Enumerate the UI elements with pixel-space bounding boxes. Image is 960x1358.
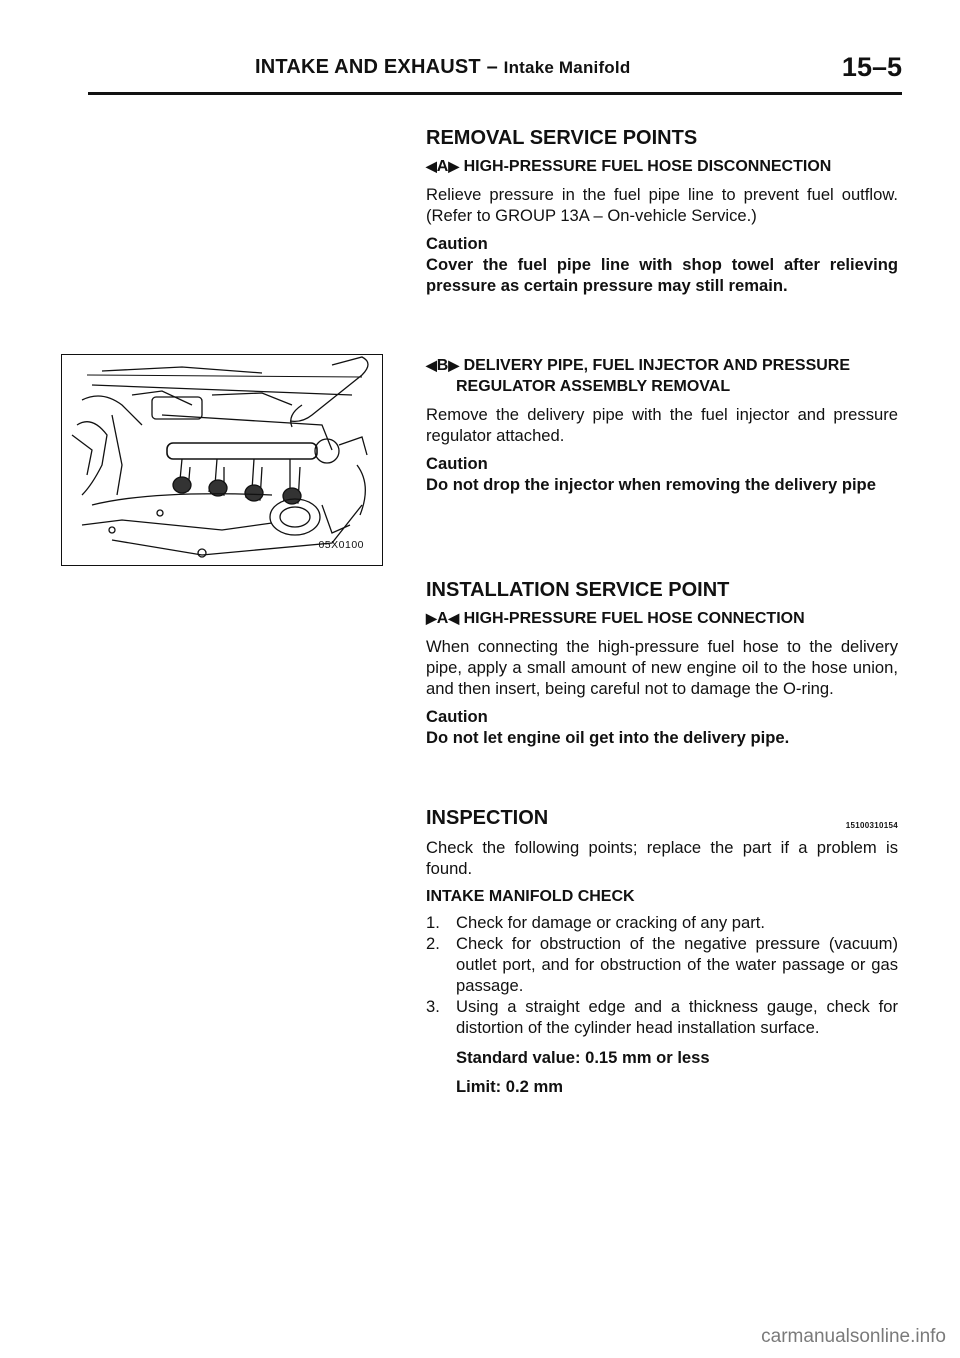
watermark: carmanualsonline.info — [761, 1326, 946, 1347]
figure-delivery-pipe — [61, 354, 383, 566]
removal-b-body: Remove the delivery pipe with the fuel injector and pressure regulator attached. — [426, 405, 898, 445]
removal-section — [426, 126, 898, 296]
right-arrow-icon: ▶ — [448, 158, 460, 174]
removal-a-heading: ◀A▶ HIGH-PRESSURE FUEL HOSE DISCONNECTION — [426, 158, 832, 175]
inspection-intro: Check the following points; replace the part if a problem is found. — [426, 838, 898, 878]
inspection-list — [426, 912, 898, 1038]
page-number: 15–5 — [841, 52, 902, 82]
removal-b-heading: ◀B▶ DELIVERY PIPE, FUEL INJECTOR AND PRESSURE — [426, 357, 851, 374]
inspection-section — [426, 806, 898, 1097]
header-subsection: Intake Manifold — [503, 58, 631, 77]
caution-label: Caution — [426, 234, 488, 253]
caution-label: Caution — [426, 454, 488, 473]
caution-label: Caution — [426, 707, 488, 726]
installation-a-body: When connecting the high-pressure fuel hose to the delivery pipe, apply a small amount of new engine oil to the hose union, and then insert, being careful not to damage the O-ring. — [426, 637, 898, 698]
list-item: 2. Check for obstruction of the negative pressure (vacuum) outlet port, and for obstruction of the water passage or gas passage. — [426, 934, 898, 995]
list-item: 1. Check for damage or cracking of any part. — [426, 913, 765, 932]
removal-a-body: Relieve pressure in the fuel pipe line to prevent fuel outflow. (Refer to GROUP 13A – On-vehicle Service.) — [426, 185, 898, 225]
removal-a-title: HIGH-PRESSURE FUEL HOSE DISCONNECTION — [463, 158, 832, 175]
right-arrow-icon: ▶ — [448, 357, 460, 373]
left-arrow-icon: ◀ — [426, 158, 437, 174]
standard-value: Standard value: 0.15 mm or less — [456, 1048, 710, 1067]
header-title: INTAKE AND EXHAUST – Intake Manifold — [255, 56, 631, 78]
inspection-title: INSPECTION — [426, 807, 549, 829]
header-section: INTAKE AND EXHAUST — [255, 56, 481, 78]
limit-value: Limit: 0.2 mm — [456, 1077, 563, 1096]
removal-b-title-line2: REGULATOR ASSEMBLY REMOVAL — [456, 378, 731, 395]
list-item: 3. Using a straight edge and a thickness gauge, check for distortion of the cylinder head installation surface. — [426, 997, 898, 1037]
inspection-subtitle: INTAKE MANIFOLD CHECK — [426, 888, 635, 905]
right-arrow-icon: ▶ — [426, 610, 437, 626]
caution-text: Cover the fuel pipe line with shop towel after relieving pressure as certain pressure may still remain. — [426, 255, 898, 295]
caution-text: Do not let engine oil get into the delivery pipe. — [426, 728, 790, 747]
figure-code: 05X0100 — [318, 539, 364, 551]
removal-title: REMOVAL SERVICE POINTS — [426, 127, 698, 149]
inspection-code: 15100310154 — [845, 821, 898, 830]
installation-a-title: HIGH-PRESSURE FUEL HOSE CONNECTION — [463, 610, 805, 627]
engine-illustration — [62, 355, 382, 565]
left-arrow-icon: ◀ — [426, 357, 437, 373]
installation-section — [426, 578, 898, 748]
page-header — [88, 52, 902, 95]
installation-title: INSTALLATION SERVICE POINT — [426, 579, 730, 601]
installation-a-heading: ▶A◀ HIGH-PRESSURE FUEL HOSE CONNECTION — [426, 610, 805, 627]
left-arrow-icon: ◀ — [448, 610, 460, 626]
inspection-heading — [426, 806, 898, 830]
removal-b-title-line1: DELIVERY PIPE, FUEL INJECTOR AND PRESSURE — [463, 357, 851, 374]
caution-text: Do not drop the injector when removing the delivery pipe — [426, 475, 876, 494]
removal-b-section — [426, 355, 898, 495]
